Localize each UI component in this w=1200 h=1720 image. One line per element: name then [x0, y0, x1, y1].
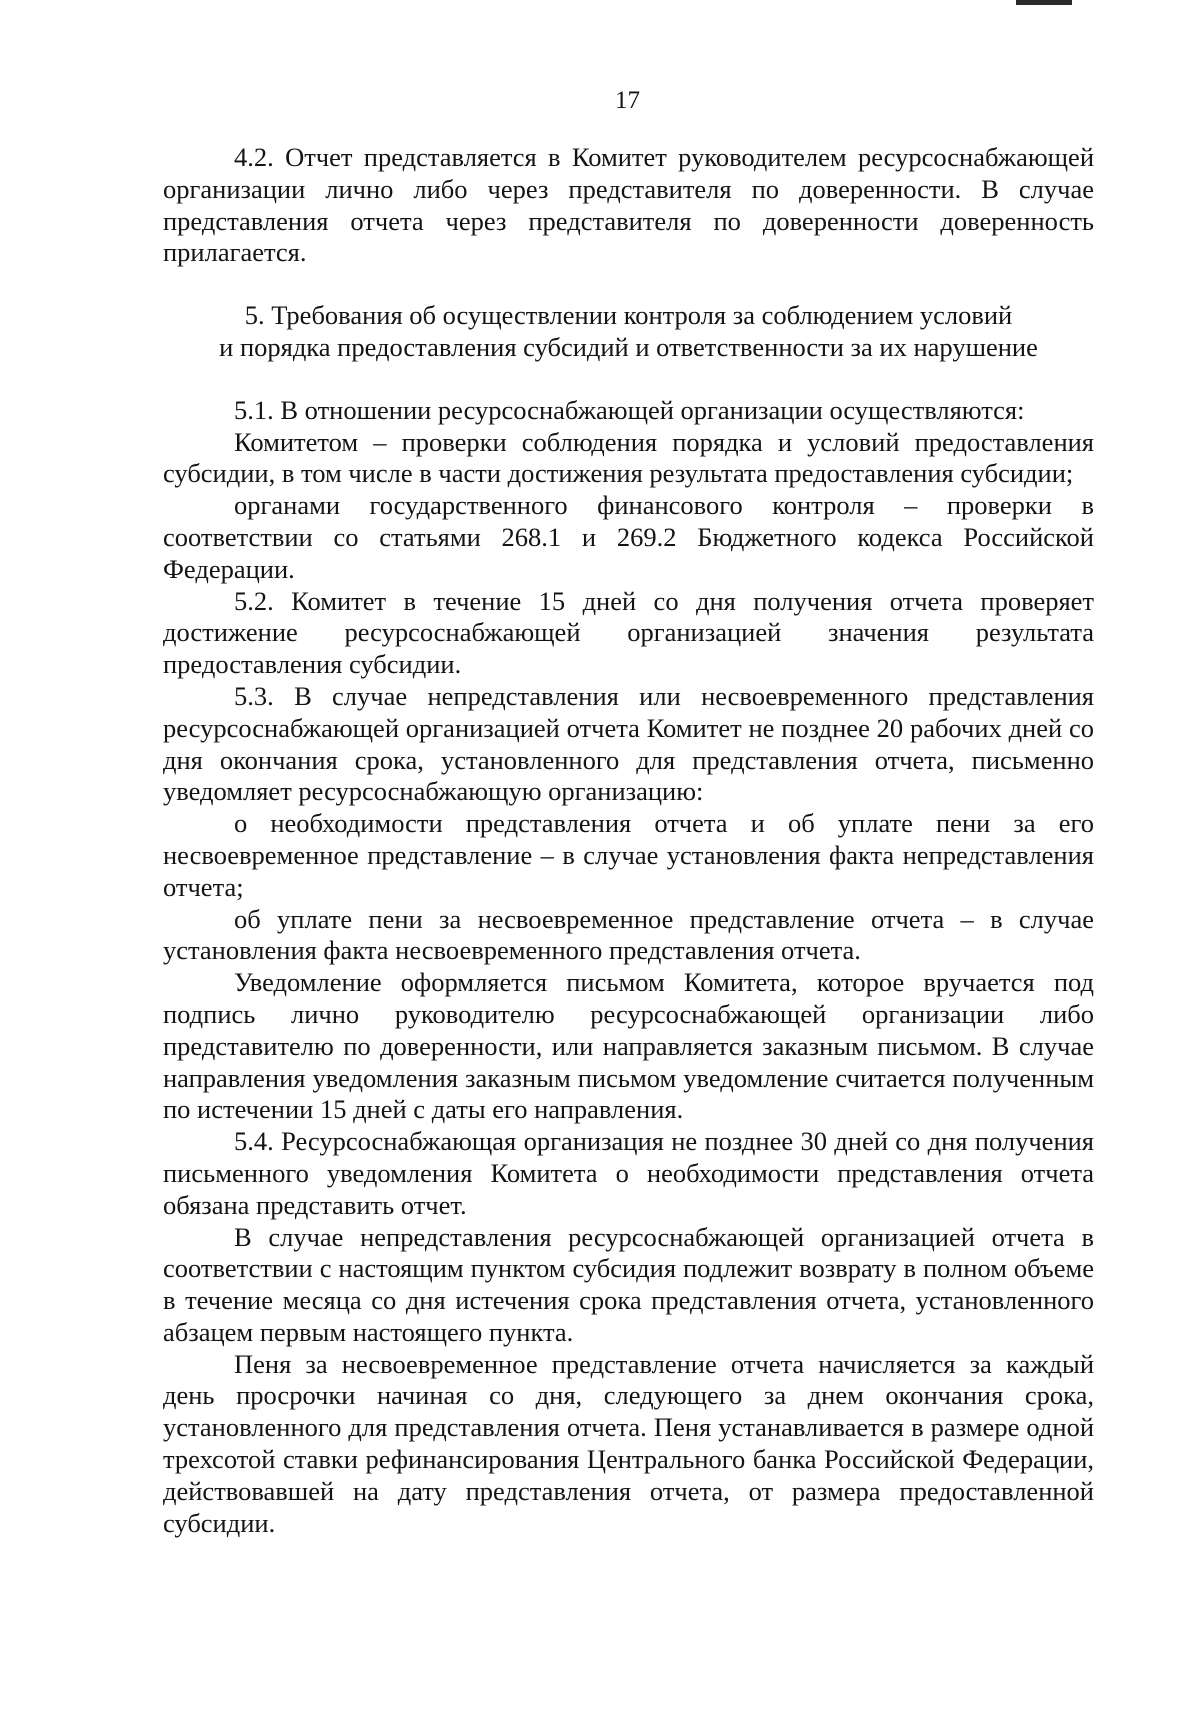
paragraph-5-4: 5.4. Ресурсоснабжающая организация не позднее 30 дней со дня получения письменного уведомления Комитета о необходимости представления отчета обязана представить отчет.	[163, 1126, 1094, 1220]
section-5-heading	[163, 300, 1094, 364]
document-body	[163, 142, 1094, 1539]
paragraph-5-2: 5.2. Комитет в течение 15 дней со дня получения отчета проверяет достижение ресурсоснабжающей организацией значения результата предоставления субсидии.	[163, 585, 1094, 680]
paragraph-notification: Уведомление оформляется письмом Комитета, которое вручается под подпись лично руководителю ресурсоснабжающей организации либо представителю по доверенности, или направляется заказным письмом. В случае направления уведомления заказным письмом уведомление считается полученным по истечении 15 дней с даты его направления.	[163, 967, 1094, 1125]
section-heading-line-1: 5. Требования об осуществлении контроля за соблюдением условий	[244, 300, 1013, 331]
section-heading-line-2: и порядка предоставления субсидий и ответственности за их нарушение	[219, 331, 1038, 362]
paragraph-4-2: 4.2. Отчет представляется в Комитет руководителем ресурсоснабжающей организации лично либо через представителя по доверенности. В случае представления отчета через представителя по доверенности доверенность прилагается.	[163, 142, 1094, 268]
paragraph-5-3: 5.3. В случае непредставления или несвоевременного представления ресурсоснабжающей организацией отчета Комитет не позднее 20 рабочих дней со дня окончания срока, установленного для представления отчета, письменно уведомляет ресурсоснабжающую организацию:	[163, 680, 1094, 807]
paragraph-5-1-committee: Комитетом – проверки соблюдения порядка и условий предоставления субсидии, в том числе в части достижения результата предоставления субсидии;	[163, 426, 1094, 489]
paragraph-5-3-necessity: о необходимости представления отчета и об уплате пени за его несвоевременное представление – в случае установления факта непредставления отчета;	[163, 808, 1094, 902]
paragraph-refund: В случае непредставления ресурсоснабжающей организацией отчета в соответствии с настоящим пунктом субсидия подлежит возврату в полном объеме в течение месяца со дня истечения срока представления отчета, установленного абзацем первым настоящего пункта.	[163, 1221, 1094, 1347]
paragraph-5-1: 5.1. В отношении ресурсоснабжающей организации осуществляются:	[234, 394, 1025, 425]
paragraph-5-3-penalty: об уплате пени за несвоевременное представление отчета – в случае установления факта несвоевременного представления отчета.	[163, 903, 1094, 966]
paragraph-5-1-control-bodies: органами государственного финансового контроля – проверки в соответствии со статьями 268.1 и 269.2 Бюджетного кодекса Российской Федерации.	[163, 490, 1094, 584]
paragraph-penalty-rate: Пеня за несвоевременное представление отчета начисляется за каждый день просрочки начиная со дня, следующего за днем окончания срока, установленного для представления отчета. Пеня устанавливается в размере одной трехсотой ставки рефинансирования Центрального банка Российской Федерации, действовавшей на дату представления отчета, от размера предоставленной субсидии.	[163, 1348, 1094, 1538]
scan-artifact-mark	[1016, 0, 1072, 5]
page-number: 17	[615, 87, 640, 114]
